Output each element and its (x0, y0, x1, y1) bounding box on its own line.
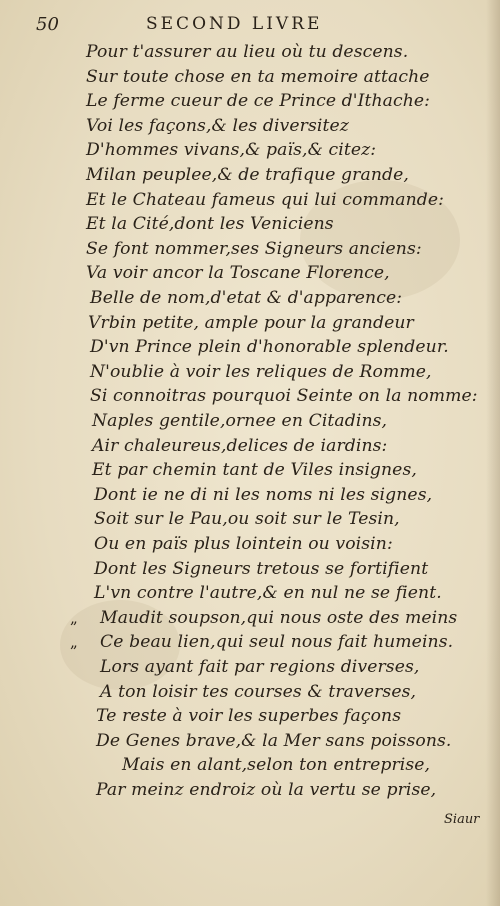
verse-line: Sur toute chose en ta memoire attache (86, 66, 430, 87)
running-head: SECOND LIVRE (146, 14, 323, 34)
verse-line: Maudit soupson,qui nous oste des meins (100, 607, 458, 628)
verse-line: L'vn contre l'autre,& en nul ne se fient. (94, 583, 442, 604)
page-edge-shadow (486, 0, 500, 906)
verse-line: Naples gentile,ornee en Citadins, (92, 411, 388, 431)
verse-line: Va voir ancor la Toscane Florence, (86, 263, 390, 284)
verse-line: Par meinz endroiz où la vertu se prise, (96, 780, 437, 800)
verse-line: Dont ie ne di ni les noms ni les signes, (94, 484, 433, 505)
catchword: Siaur (444, 812, 480, 827)
verse-line: D'vn Prince plein d'honorable splendeur. (90, 337, 449, 358)
verse-line: Ou en païs plus lointein ou voisin: (94, 534, 393, 554)
verse-line: Soit sur le Pau,ou soit sur le Tesin, (94, 509, 400, 530)
verse-line: Le ferme cueur de ce Prince d'Ithache: (86, 91, 431, 112)
quotation-marker: „ (70, 608, 78, 627)
verse-line: Ce beau lien,qui seul nous fait humeins. (100, 632, 454, 653)
verse-line: Pour t'assurer au lieu où tu descens. (86, 42, 409, 62)
verse-line: N'oublie à voir les reliques de Romme, (90, 361, 432, 382)
page-number: 50 (36, 14, 59, 35)
verse-line: Te reste à voir les superbes façons (96, 706, 402, 727)
verse-line: Milan peuplee,& de trafique grande, (86, 165, 409, 185)
verse-line: A ton loisir tes courses & traverses, (100, 681, 417, 702)
verse-line: Voi les façons,& les diversitez (86, 115, 349, 136)
verse-line: Si connoitras pourquoi Seinte on la nomme: (90, 386, 478, 407)
verse-line: Se font nommer,ses Signeurs anciens: (86, 238, 422, 259)
quotation-marker: „ (70, 633, 78, 652)
verse-line: Et par chemin tant de Viles insignes, (92, 460, 417, 481)
verse-line: Air chaleureus,delices de iardins: (92, 435, 388, 456)
verse-line: Vrbin petite, ample pour la grandeur (88, 312, 414, 333)
verse-line: D'hommes vivans,& païs,& citez: (86, 140, 377, 161)
verse-line: Et le Chateau fameus qui lui commande: (86, 189, 445, 210)
verse-line: Dont les Signeurs tretous se fortifient (94, 558, 429, 579)
verse-line: Et la Cité,dont les Veniciens (86, 214, 334, 235)
verse-line: Belle de nom,d'etat & d'apparence: (90, 288, 403, 308)
verse-line: Mais en alant,selon ton entreprise, (122, 755, 431, 776)
verse-line: De Genes brave,& la Mer sans poissons. (96, 730, 452, 751)
verse-line: Lors ayant fait par regions diverses, (100, 657, 420, 677)
